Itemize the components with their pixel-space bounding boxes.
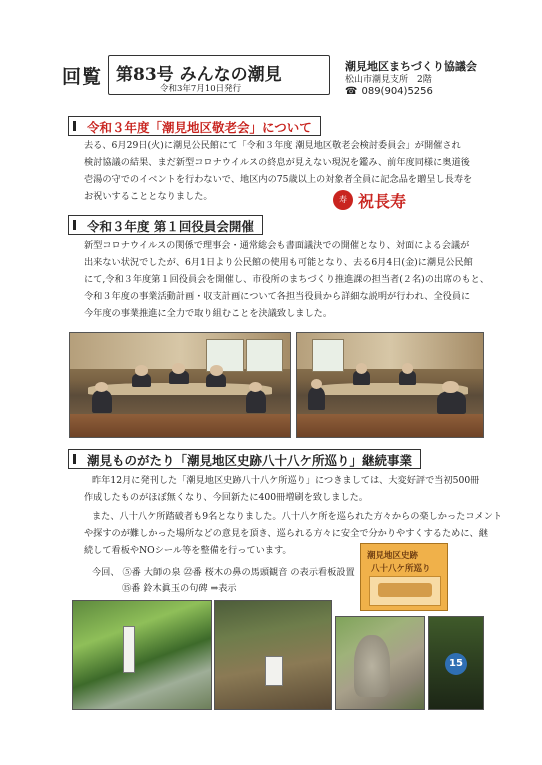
phone-line [345, 86, 433, 97]
section2-line: にて,令和３年度第１回役員会を開催し、市役所のまちづくり推進課の担当者(２名)の出席のもと、 [84, 274, 490, 285]
garden-photo-haiku-monument [335, 616, 425, 710]
garden-photo-stone-statue [214, 600, 332, 710]
section3-line: 昨年12月に発刊した「潮見地区史跡八十八ケ所巡り」につきましては、大変好評で当初500冊 [92, 475, 480, 486]
issue-date: 令和3年7月10日発行 [160, 84, 242, 94]
signpost-image [123, 626, 135, 673]
booklet-cover-image [360, 543, 448, 611]
celebrate-longevity-text: 祝長寿 [358, 192, 407, 211]
section3-line: また、八十八ケ所踏破者も9名となりました。八十八ケ所を巡られた方々からの楽しかったコメント [92, 511, 503, 522]
section3-line: 作成したものがほぼ無くなり、今回新たに400冊増刷を致しました。 [84, 492, 368, 503]
telephone-icon: ☎ [345, 86, 358, 97]
meeting-photo-right [296, 332, 484, 438]
section-header-keirokai: 令和３年度「潮見地区敬老会」について [68, 116, 321, 136]
section3-line: ⑮番 鈴木眞玉の句碑 ⇒表示 [122, 583, 237, 594]
section3-line: 続して看板やNOシール等を整備を行っています。 [84, 545, 292, 556]
section2-line: 出来ない状況でしたが、6月1日より公民館の使用も可能となり、去る6月4日(金)に潮見公民館 [84, 257, 473, 268]
booklet-title-line2: 八十八ケ所巡り [371, 564, 431, 574]
section3-line: や探すのが難しかった場所などの意見を頂き、巡られる方々に安全で分かりやすくするために、継 [84, 528, 488, 539]
section1-line: お祝いすることとなりました。 [84, 191, 213, 202]
celebration-seal-icon: 寿 [333, 190, 353, 210]
organization-name: 潮見地区まちづくり協議会 [345, 60, 477, 73]
branch-address: 松山市潮見支所 2階 [345, 75, 432, 85]
phone-number: 089(904)5256 [361, 86, 433, 97]
section-header-board-meeting: 令和３年度 第１回役員会開催 [68, 215, 263, 235]
section2-line: 今年度の事業推進に全力で取り組むことを決議致しました。 [84, 308, 333, 319]
garden-photo-spring [72, 600, 212, 710]
booklet-illustration [369, 576, 441, 606]
section-header-88-sites: 潮見ものがたり「潮見地区史跡八十八ケ所巡り」継続事業 [68, 449, 421, 469]
marker-photo-15 [428, 616, 484, 710]
section2-line: 令和３年度の事業活動計画・収支計画について各担当役員から詳細な説明が行われ、全役員に [84, 291, 471, 302]
booklet-title-line1: 潮見地区史跡 [367, 551, 419, 561]
signpost-image [265, 656, 283, 686]
monument-stone-image [354, 635, 390, 697]
section2-line: 新型コロナウイルスの関係で理事会・通常総会も書面議決での開催となり、対面による会議が [84, 240, 470, 251]
section1-line: 壱湯の守でのイベントを行わないで、地区内の75歳以上の対象者全員に記念品を贈呈し長寿を [84, 174, 473, 185]
marker-number-badge: 15 [445, 653, 467, 675]
section3-line: 今回、 ⑤番 大師の泉 ㉒番 桜木の鼻の馬頭観音 の表示看板設置 [92, 567, 355, 578]
section1-line: 去る、6月29日(火)に潮見公民館にて「令和３年度 潮見地区敬老会検討委員会」が開催され [84, 140, 461, 151]
meeting-photo-left [69, 332, 291, 438]
newsletter-title: 第83号 みんなの潮見 [116, 65, 282, 85]
section1-line: 検討協議の結果、まだ新型コロナウイルスの終息が見えない現況を鑑み、前年度同様に奥道後 [84, 157, 470, 168]
circulation-label: 回覧 [62, 66, 103, 88]
